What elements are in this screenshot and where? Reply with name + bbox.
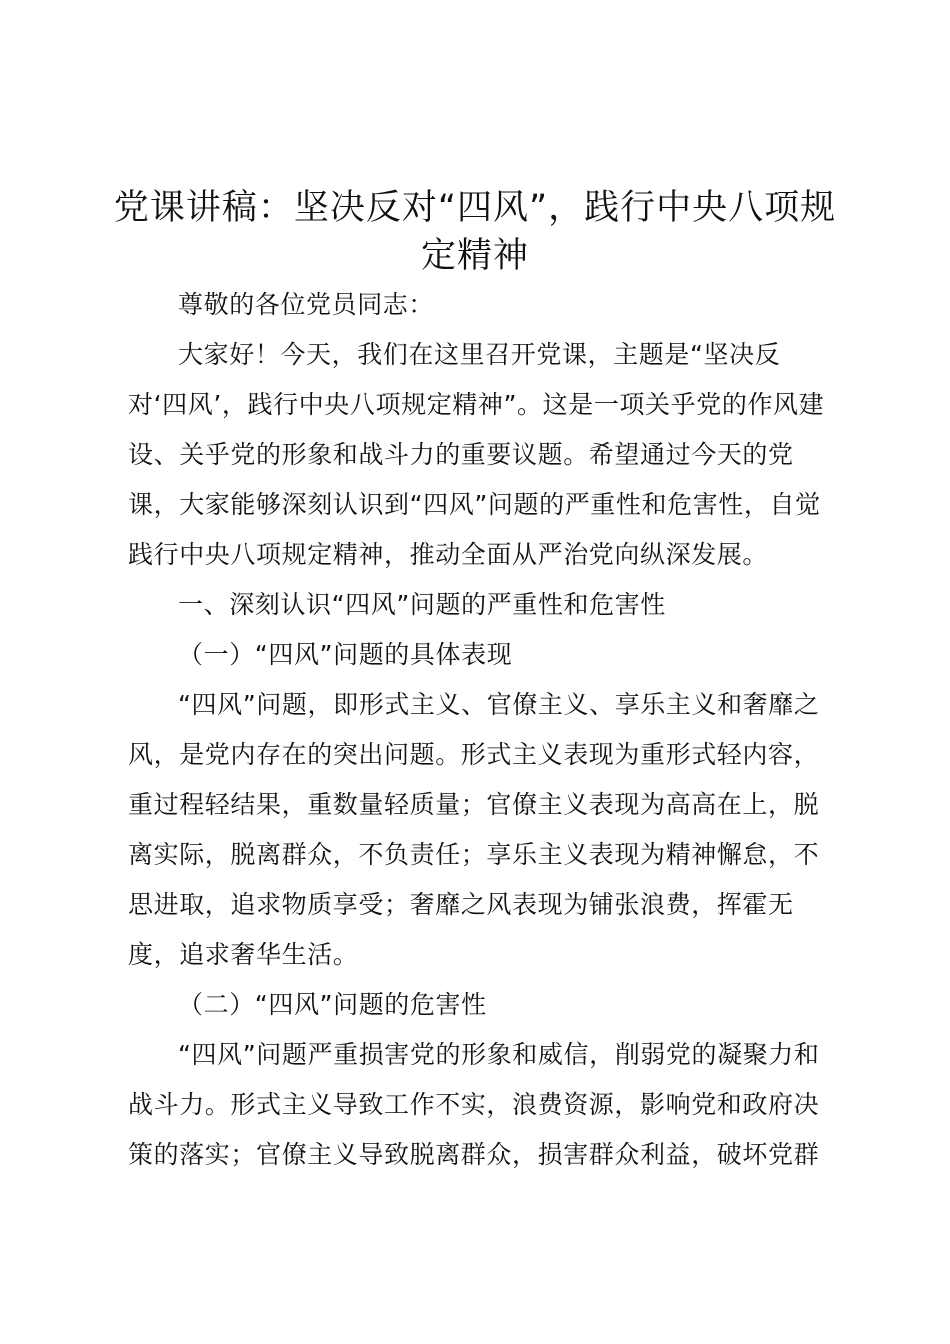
body-paragraph: “四风”问题严重损害党的形象和威信，削弱党的凝聚力和战斗力。形式主义导致工作不实，浪费资源，影响党和政府决策的落实；官僚主义导致脱离群众，损害群众利益，破坏党群 bbox=[128, 1040, 820, 1169]
body-paragraph: “四风”问题，即形式主义、官僚主义、享乐主义和奢靡之风，是党内存在的突出问题。形式主义表现为重形式轻内容，重过程轻结果，重数量轻质量；官僚主义表现为高高在上，脱离实际，脱离群众，不负责任；享乐主义表现为精神懈怠，不思进取，追求物质享受；奢靡之风表现为铺张浪费，挥霍无度，追求奢华生活。 bbox=[128, 690, 820, 969]
section-heading: 一、深刻认识“四风”问题的严重性和危害性 bbox=[178, 590, 666, 619]
document-body bbox=[128, 280, 838, 1180]
opening-paragraph: 大家好！今天，我们在这里召开党课，主题是“坚决反对‘四风’，践行中央八项规定精神”。这是一项关乎党的作风建设、关乎党的形象和战斗力的重要议题。希望通过今天的党课，大家能够深刻认识到“四风”问题的严重性和危害性，自觉践行中央八项规定精神，推动全面从严治党向纵深发展。 bbox=[128, 340, 825, 569]
salutation: 尊敬的各位党员同志： bbox=[178, 290, 435, 319]
document-title: 党课讲稿：坚决反对“四风”，践行中央八项规定精神 bbox=[113, 188, 837, 276]
subsection-heading: （一）“四风”问题的具体表现 bbox=[178, 640, 513, 669]
subsection-heading: （二）“四风”问题的危害性 bbox=[178, 990, 487, 1019]
